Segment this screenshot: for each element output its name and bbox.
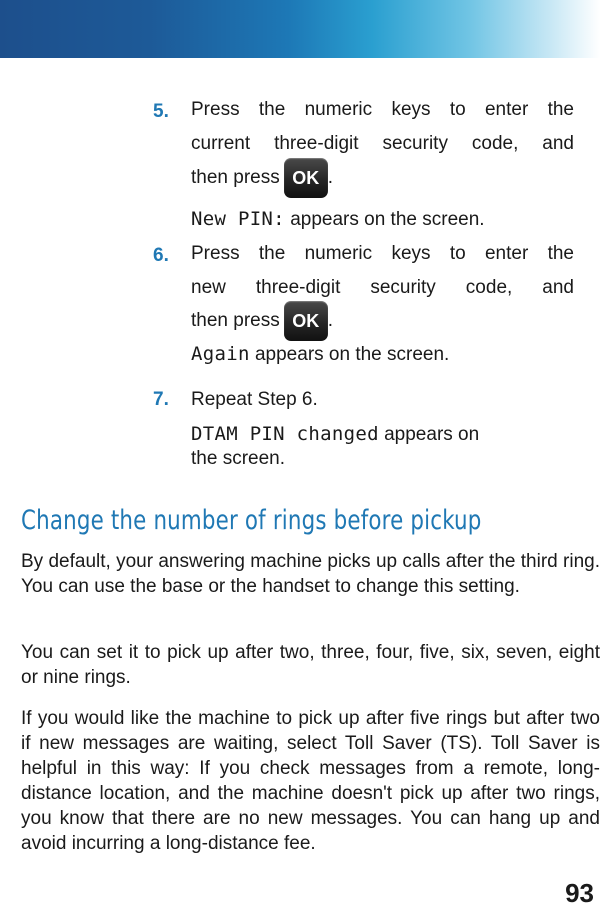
step-then-press [191, 158, 333, 198]
body-paragraph: If you would like the machine to pick up after five rings but after two if new messages are waiting, select Toll Saver (TS). Toll Saver is helpful in this way: If you check messages from a remote, long-distance location, and the machine doesn't pick up after two rings, you know that there are no new messages. You can hang up and avoid incurring a long-distance fee. [21, 708, 600, 854]
step-text: then press [191, 167, 280, 189]
step-number: 6. [153, 245, 169, 266]
step-result [191, 423, 479, 446]
page-number: 93 [565, 878, 594, 908]
section-title: Change the number of rings before pickup [21, 505, 482, 536]
step-text: new three-digit security code, and [191, 277, 574, 298]
step-then-press [191, 301, 333, 341]
step-result [191, 343, 449, 366]
display-message: DTAM PIN changed [191, 423, 379, 445]
display-message: Again [191, 343, 250, 365]
header-banner [0, 0, 600, 58]
step-number: 5. [153, 101, 169, 122]
step-text: appears on the screen. [249, 344, 450, 365]
step-text: . [327, 167, 334, 189]
display-message: New PIN: [191, 208, 285, 230]
step-text: appears on [378, 424, 480, 445]
body-paragraph: By default, your answering machine picks up calls after the third ring. You can use the base or the handset to change this setting. [21, 551, 600, 597]
ok-key-icon: OK [284, 158, 328, 198]
step-text: current three-digit security code, and [191, 133, 574, 154]
ok-key-icon: OK [284, 301, 328, 341]
step-text: the screen. [191, 448, 285, 469]
step-text: appears on the screen. [284, 209, 485, 230]
step-text: . [327, 310, 334, 332]
step-text: Press the numeric keys to enter the [191, 99, 574, 120]
body-paragraph: You can set it to pick up after two, three, four, five, six, seven, eight or nine rings. [21, 642, 600, 688]
step-text: Press the numeric keys to enter the [191, 243, 574, 264]
step-number: 7. [153, 389, 169, 410]
step-text: Repeat Step 6. [191, 389, 318, 410]
step-text: then press [191, 310, 280, 332]
step-result [191, 208, 485, 231]
